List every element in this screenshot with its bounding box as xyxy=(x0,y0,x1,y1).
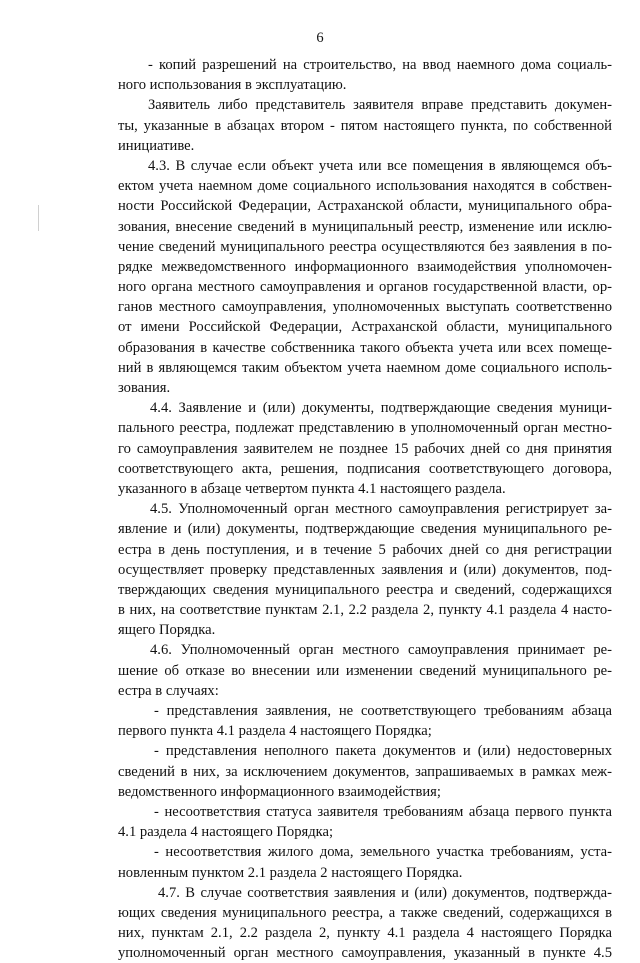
text-line: Заявитель либо представитель заявителя вправе представить докумен- xyxy=(148,97,612,114)
text-line: соответствующего акта, решения, подписания соответствующего договора, xyxy=(118,460,612,477)
text-line: зования. xyxy=(118,380,171,396)
text-line: рядке межведомственного информационного взаимодействия уполномочен- xyxy=(118,258,612,275)
text-line: - представления неполного пакета документов и (или) недостоверных xyxy=(154,743,612,760)
text-line: естра в день поступления, и в течение 5 рабочих дней со дня регистрации xyxy=(118,541,612,558)
text-line: чение сведений муниципального реестра осуществляются без заявления в по- xyxy=(118,238,612,255)
text-line: 4.5. Уполномоченный орган местного самоуправления регистрирует за- xyxy=(150,501,612,518)
text-line: явление и (или) документы, подтверждающие сведения муниципального ре- xyxy=(118,521,612,538)
text-line: 4.3. В случае если объект учета или все помещения в являющемся объ- xyxy=(148,157,612,174)
text-line: инициативе. xyxy=(118,137,195,154)
text-line: указанного в абзаце четвертом пункта 4.1 настоящего раздела. xyxy=(118,480,506,497)
text-line: ты, указанные в абзацах втором - пятом настоящего пункта, по собственной xyxy=(118,117,612,134)
text-line: - копий разрешений на строительство, на ввод наемного дома социаль- xyxy=(148,57,612,73)
text-line: в них, на соответствие пунктам 2.1, 2.2 раздела 2, пункту 4.1 раздела 4 насто- xyxy=(118,602,612,619)
text-line: первого пункта 4.1 раздела 4 настоящего Порядка; xyxy=(118,723,432,740)
text-line: - несоответствия жилого дома, земельного участка требованиям, уста- xyxy=(154,844,612,861)
text-line: 4.1 раздела 4 настоящего Порядка; xyxy=(118,824,334,841)
text-line: ного использования в эксплуатацию. xyxy=(118,77,347,94)
text-line: го самоуправления заявителем не позднее 15 рабочих дней со дня принятия xyxy=(118,440,612,457)
margin-mark xyxy=(38,205,39,231)
text-line: шение об отказе во внесении или изменении сведений муниципального ре- xyxy=(118,662,612,679)
text-line: сведений в них, за исключением документов, запрашиваемых в рамках меж- xyxy=(118,763,612,780)
text-line: тверждающих сведения муниципального реестра и сведений, содержащихся xyxy=(118,581,612,598)
text-line: ного органа местного самоуправления и органов государственной власти, ор- xyxy=(118,279,612,296)
text-line: образования в качестве собственника такого объекта учета или всех помеще- xyxy=(118,339,612,356)
text-line: осуществляет проверку представленных заявления и (или) документов, под- xyxy=(118,561,612,578)
text-line: 4.7. В случае соответствия заявления и (или) документов, подтвержда- xyxy=(158,884,612,901)
text-line: 4.6. Уполномоченный орган местного самоуправления принимает ре- xyxy=(150,642,612,659)
text-line: новленным пунктом 2.1 раздела 2 настоящего Порядка. xyxy=(118,864,463,881)
text-line: естра в случаях: xyxy=(118,682,219,699)
page-number: 6 xyxy=(316,30,324,46)
text-line: уполномоченный орган местного самоуправления, указанный в пункте 4.5 xyxy=(118,945,612,962)
text-line: ганов местного самоуправления, уполномоченных выступать соответственно xyxy=(118,299,612,316)
text-line: от имени Российской Федерации, Астраханской области, муниципального xyxy=(118,319,612,336)
document-body xyxy=(118,55,612,963)
text-line: ящего Порядка. xyxy=(118,622,216,639)
text-line: них, пунктам 2.1, 2.2 раздела 2, пункту 4.1 раздела 4 настоящего Порядка xyxy=(118,925,612,942)
text-line: ности Российской Федерации, Астраханской области, муниципального обра- xyxy=(118,198,612,215)
text-line: - несоответствия статуса заявителя требованиям абзаца первого пункта xyxy=(154,803,612,820)
text-line: пального реестра, подлежат представлению в уполномоченный орган местно- xyxy=(118,420,612,437)
text-line: зования, внесение сведений в муниципальный реестр, изменение или исклю- xyxy=(118,218,612,235)
text-line: 4.4. Заявление и (или) документы, подтверждающие сведения муници- xyxy=(150,400,612,417)
text-line: - представления заявления, не соответствующего требованиям абзаца xyxy=(154,703,612,719)
text-line: ющих сведения муниципального реестра, а также сведений, содержащихся в xyxy=(118,904,612,921)
text-line: ведомственного информационного взаимодействия; xyxy=(118,783,441,800)
text-line: ний в являющемся таким объектом учета наемном доме социального исполь- xyxy=(118,359,612,376)
text-line: ектом учета наемном доме социального использования находятся в собствен- xyxy=(118,178,612,195)
